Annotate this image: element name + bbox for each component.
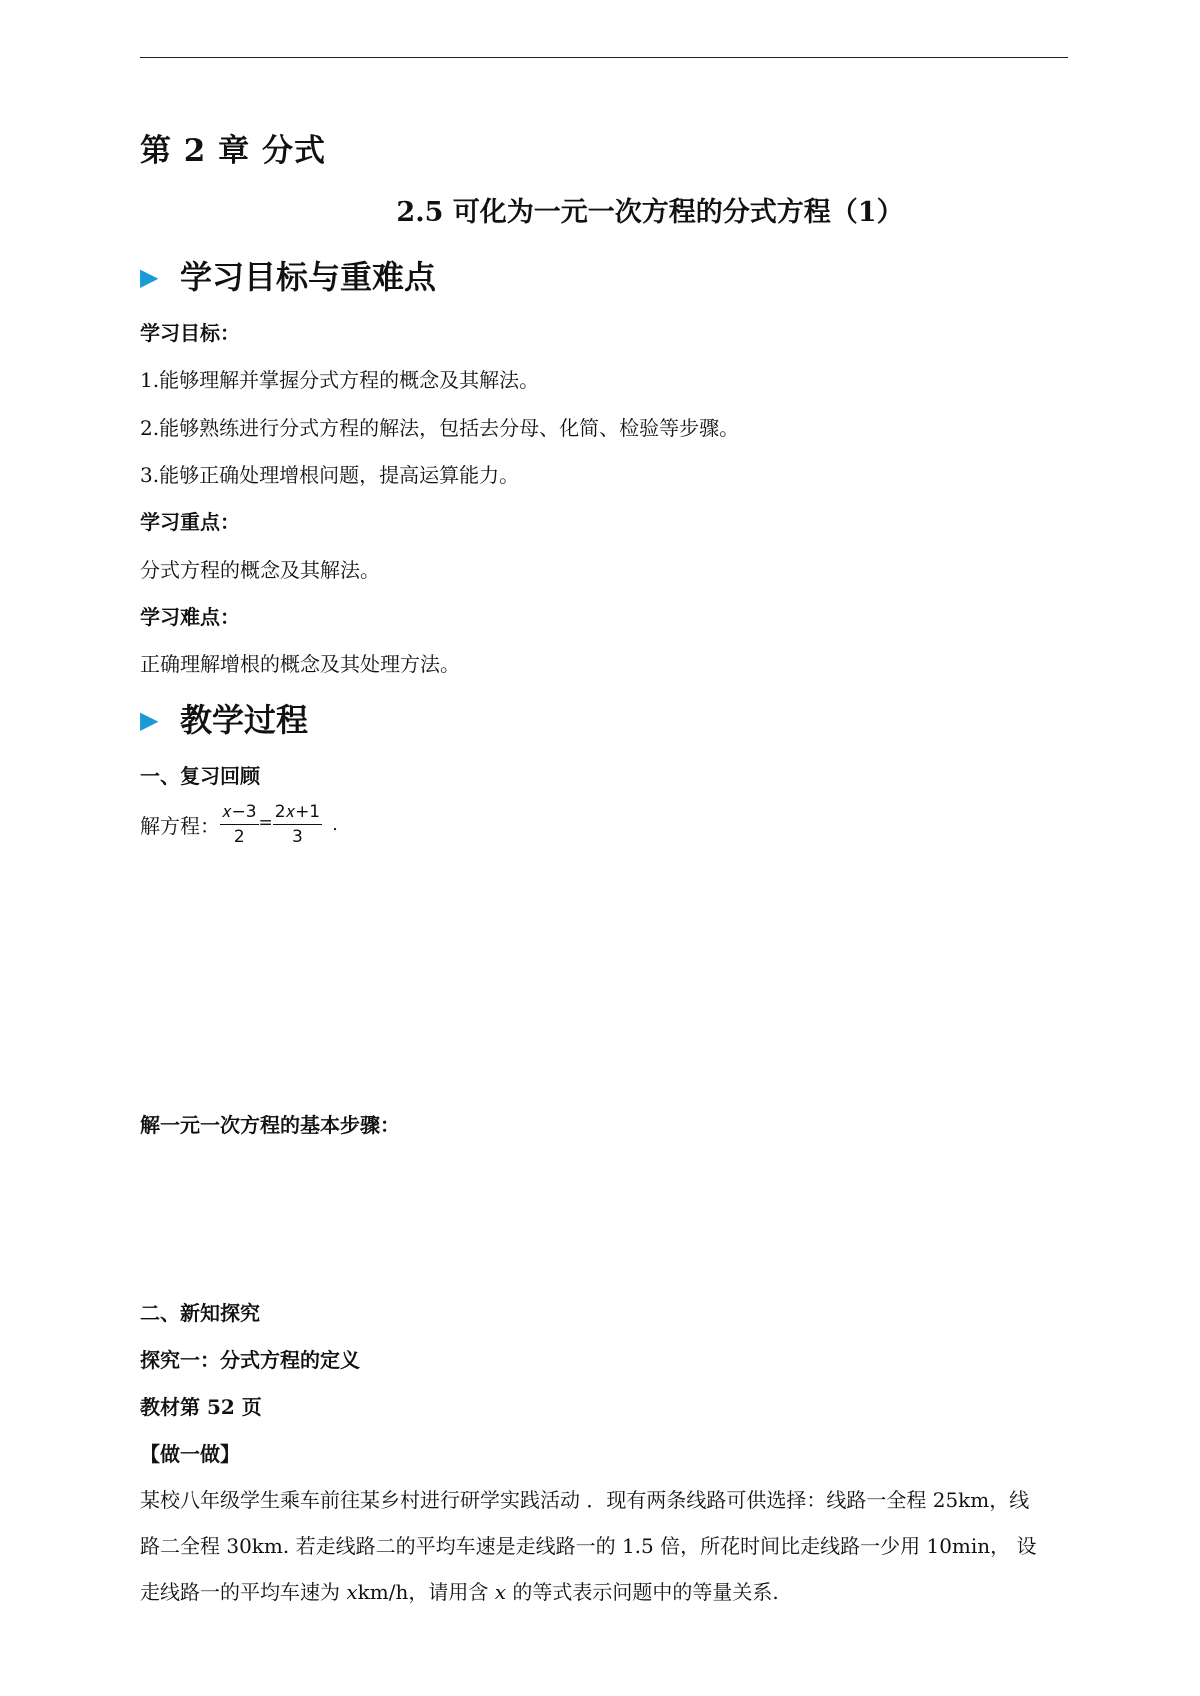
- goals-label: 学习目标：: [140, 321, 240, 345]
- header-rule: [140, 57, 1068, 58]
- problem-line-1: 某校八年级学生乘车前往某乡村进行研学实践活动 ．现有两条线路可供选择：线路一全程 25km，线: [140, 1488, 1030, 1512]
- goal-item-3: 3.能够正确处理增根问题，提高运算能力。: [140, 463, 520, 487]
- key-text: 分式方程的概念及其解法。: [140, 558, 380, 582]
- fraction-right-denominator: 3: [292, 827, 303, 847]
- equation: [140, 800, 338, 849]
- textbook-ref: 教材第 52 页: [140, 1395, 262, 1419]
- problem-line-2: 路二全程 30km. 若走线路二的平均车速是走线路一的 1.5 倍，所花时间比走线路一少用 10min， 设: [140, 1534, 1037, 1558]
- difficult-text: 正确理解增根的概念及其处理方法。: [140, 652, 460, 676]
- problem-line-3-a: 走线路一的平均车速为: [140, 1580, 347, 1604]
- review-title: 一、复习回顾: [140, 764, 260, 788]
- heading-goals-label: 学习目标与重难点: [180, 258, 437, 296]
- triangle-right-icon: ▶: [140, 705, 159, 734]
- goal-item-2: 2.能够熟练进行分式方程的解法，包括去分母、化简、检验等步骤。: [140, 416, 740, 440]
- new-title: 二、新知探究: [140, 1301, 260, 1325]
- difficult-label: 学习难点：: [140, 605, 240, 629]
- section-title: 2.5 可化为一元一次方程的分式方程（1）: [396, 197, 904, 228]
- problem-text: [140, 1477, 1068, 1615]
- equals-sign: =: [258, 812, 273, 833]
- fraction-right: [273, 800, 322, 849]
- equation-prefix: 解方程：: [140, 814, 220, 838]
- heading-process-label: 教学过程: [180, 701, 309, 739]
- steps-label: 解一元一次方程的基本步骤：: [140, 1113, 400, 1137]
- goal-item-1: 1.能够理解并掌握分式方程的概念及其解法。: [140, 368, 540, 392]
- fraction-left-denominator: 2: [233, 827, 245, 847]
- problem-line-3-b: km/h，请用含: [357, 1580, 495, 1604]
- problem-line-3-c: 的等式表示问题中的等量关系.: [505, 1580, 779, 1604]
- problem-variable: x: [346, 1580, 358, 1604]
- fraction-left: [220, 800, 259, 849]
- key-label: 学习重点：: [140, 510, 240, 534]
- heading-goals: [140, 252, 436, 298]
- explore-1-title: 探究一：分式方程的定义: [140, 1348, 360, 1372]
- fraction-left-numerator: 𝑥−3: [220, 800, 259, 825]
- triangle-right-icon: ▶: [140, 262, 159, 291]
- heading-process: [140, 695, 308, 741]
- problem-variable-2: x: [494, 1580, 506, 1604]
- do-it-label: 【做一做】: [140, 1442, 240, 1466]
- equation-period: .: [332, 814, 338, 835]
- chapter-title: 第 2 章 分式: [140, 133, 326, 169]
- fraction-right-numerator: 2𝑥+1: [273, 800, 322, 825]
- problem-line-3: [140, 1569, 1068, 1615]
